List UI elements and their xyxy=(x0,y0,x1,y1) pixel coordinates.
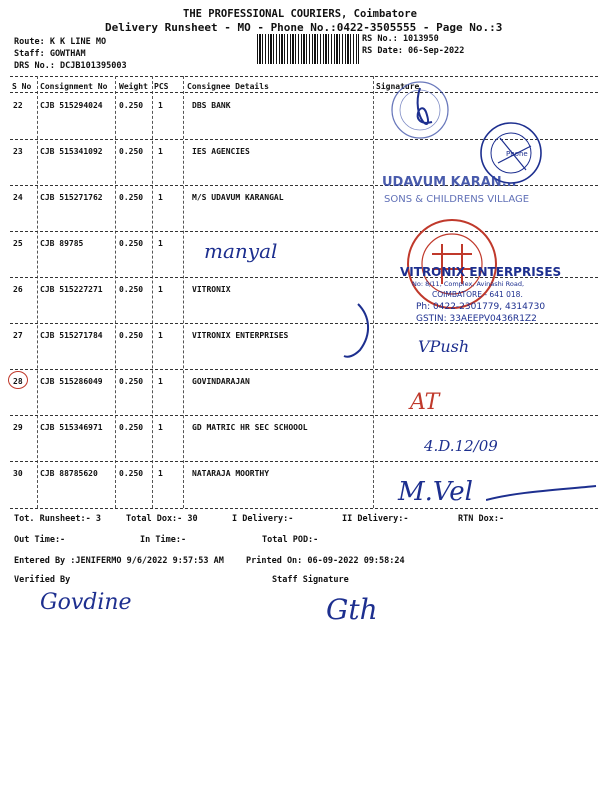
route-label: Route: K K LINE MO xyxy=(14,37,107,47)
staff-signature-label: Staff Signature xyxy=(272,575,349,585)
row-consignee: IES AGENCIES xyxy=(192,147,250,156)
row-consignment: CJB 515346971 xyxy=(40,423,103,432)
row-consignee: M/S UDAVUM KARANGAL xyxy=(192,193,284,202)
verified-by-label: Verified By xyxy=(14,575,71,585)
row-weight: 0.250 xyxy=(119,147,144,156)
entered-by: Entered By :JENIFERMO 9/6/2022 9:57:53 AM xyxy=(14,556,224,566)
row-consignment: CJB 88785620 xyxy=(40,469,98,478)
signature-row30-tail xyxy=(486,482,598,512)
row-rule xyxy=(10,231,598,232)
udavum-stamp-address: SONS & CHILDRENS VILLAGE xyxy=(384,194,530,205)
signature-row27: VPush xyxy=(418,337,470,356)
vitronix-stamp-address1: No: 8/11, Complex, Avinashi Road, xyxy=(412,280,525,288)
row-weight: 0.250 xyxy=(119,239,144,248)
row-consignee: VITRONIX xyxy=(192,285,231,294)
row-consignee: GOVINDARAJAN xyxy=(192,377,250,386)
printed-on: Printed On: 06-09-2022 09:58:24 xyxy=(246,556,405,566)
signature-row30: M.Vel xyxy=(398,477,473,507)
tot-runsheet: Tot. Runsheet:- 3 xyxy=(14,514,101,524)
rs-number: RS No.: 1013950 xyxy=(362,34,439,44)
row-weight: 0.250 xyxy=(119,331,144,340)
runsheet-title: Delivery Runsheet - MO - Phone No.:0422-3505555 - Page No.:3 xyxy=(105,21,503,34)
row-weight: 0.250 xyxy=(119,469,144,478)
col-divider xyxy=(373,76,374,508)
row-rule xyxy=(10,415,598,416)
row-sno: 27 xyxy=(13,331,23,340)
row-weight: 0.250 xyxy=(119,285,144,294)
col-divider xyxy=(115,76,116,508)
total-dox: Total Dox:- 30 xyxy=(126,514,198,524)
header-rule xyxy=(10,92,598,93)
row-sno: 23 xyxy=(13,147,23,156)
company-title: THE PROFESSIONAL COURIERS, Coimbatore xyxy=(183,8,417,20)
row-sno: 26 xyxy=(13,285,23,294)
row-consignment: CJB 89785 xyxy=(40,239,84,248)
out-time: Out Time:- xyxy=(14,535,66,545)
row-sno: 28 xyxy=(13,377,23,386)
bracket-mark-row26 xyxy=(340,300,380,362)
row-sno: 22 xyxy=(13,101,23,110)
barcode xyxy=(257,34,359,64)
row-weight: 0.250 xyxy=(119,423,144,432)
vitronix-stamp-address2: COIMBATORE - 641 018. xyxy=(432,290,523,299)
total-pod: Total POD:- xyxy=(262,535,319,545)
vitronix-stamp-name: VITRONIX ENTERPRISES xyxy=(400,265,562,279)
row-pcs: 1 xyxy=(158,423,163,432)
signature-row29: 4.D.12/09 xyxy=(424,437,498,455)
staff-label: Staff: GOWTHAM xyxy=(14,49,86,59)
row-weight: 0.250 xyxy=(119,101,144,110)
signature-row28: AT xyxy=(410,390,440,415)
col-consignment: Consignment No xyxy=(40,82,108,91)
col-consignee: Consignee Details xyxy=(187,82,269,91)
row-consignee: DBS BANK xyxy=(192,101,231,110)
row-pcs: 1 xyxy=(158,469,163,478)
row-consignment: CJB 515286049 xyxy=(40,377,103,386)
verified-signature: Govdine xyxy=(40,590,132,615)
row-pcs: 1 xyxy=(158,101,163,110)
staff-signature: Gth xyxy=(326,593,378,626)
drs-number: DRS No.: DCJB101395003 xyxy=(14,61,127,71)
in-time: In Time:- xyxy=(140,535,187,545)
col-divider xyxy=(37,76,38,508)
row-sno: 25 xyxy=(13,239,23,248)
row-pcs: 1 xyxy=(158,331,163,340)
row-consignment: CJB 515227271 xyxy=(40,285,103,294)
rs-date: RS Date: 06-Sep-2022 xyxy=(362,46,465,56)
rtn-dox: RTN Dox:- xyxy=(458,514,505,524)
ii-delivery: II Delivery:- xyxy=(342,514,409,524)
table-top-rule xyxy=(10,76,598,77)
circled-row-marker xyxy=(8,371,28,389)
row-weight: 0.250 xyxy=(119,377,144,386)
row-pcs: 1 xyxy=(158,285,163,294)
signature-row25: manyal xyxy=(204,239,278,263)
row-consignee: NATARAJA MOORTHY xyxy=(192,469,270,478)
row-consignment: CJB 515341092 xyxy=(40,147,103,156)
row-consignment: CJB 515271762 xyxy=(40,193,103,202)
row-pcs: 1 xyxy=(158,147,163,156)
col-divider xyxy=(183,76,184,508)
svg-text:Phone: Phone xyxy=(506,150,528,158)
row-consignment: CJB 515271784 xyxy=(40,331,103,340)
row-pcs: 1 xyxy=(158,377,163,386)
col-sno: S No xyxy=(12,82,32,91)
row-sno: 29 xyxy=(13,423,23,432)
udavum-stamp-name: UDAVUM KARAN... xyxy=(382,175,517,190)
row-consignee: VITRONIX ENTERPRISES xyxy=(192,331,289,340)
row-weight: 0.250 xyxy=(119,193,144,202)
i-delivery: I Delivery:- xyxy=(232,514,294,524)
row-consignee: GD MATRIC HR SEC SCHOOOL xyxy=(192,423,308,432)
signature-row22 xyxy=(380,78,460,142)
col-signature: Signature xyxy=(376,82,420,91)
row-sno: 24 xyxy=(13,193,23,202)
vitronix-stamp-phone: Ph: 0422-2301779, 4314730 xyxy=(416,302,546,312)
row-rule xyxy=(10,369,598,370)
row-pcs: 1 xyxy=(158,193,163,202)
row-sno: 30 xyxy=(13,469,23,478)
row-pcs: 1 xyxy=(158,239,163,248)
row-rule xyxy=(10,461,598,462)
col-pcs: PCS xyxy=(154,82,169,91)
col-divider xyxy=(152,76,153,508)
vitronix-stamp-gstin: GSTIN: 33AEEPV0436R1Z2 xyxy=(416,314,537,324)
row-consignment: CJB 515294024 xyxy=(40,101,103,110)
col-weight: Weight xyxy=(119,82,148,91)
